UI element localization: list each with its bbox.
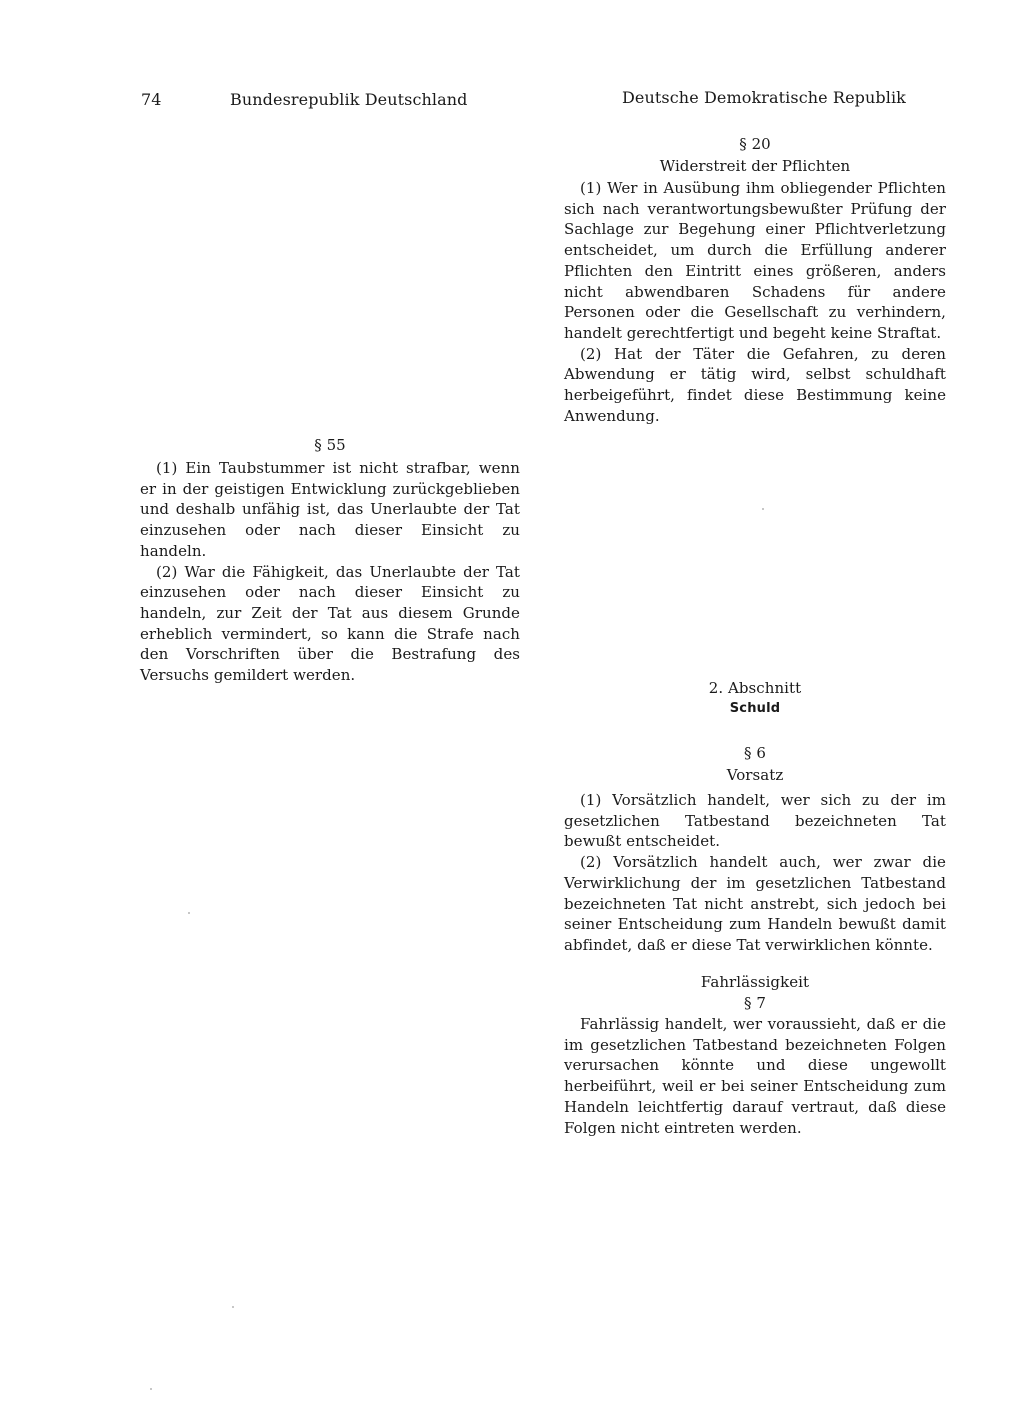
section-7-symbol: § 7: [744, 994, 766, 1012]
section-20: [564, 133, 946, 426]
scan-speck: [762, 508, 764, 510]
section-7-heading: Fahrlässigkeit: [700, 973, 810, 991]
section-20-paragraph-2: (2) Hat der Täter die Gefahren, zu deren Abwendung er tätig wird, selbst schuldhaft herbeigeführt, findet diese Bestimmung keine Anwendung.: [564, 344, 946, 425]
scan-speck: [232, 1306, 234, 1308]
section-55-symbol: § 55: [314, 436, 346, 454]
section-6: [564, 742, 946, 956]
header-right-title: Deutsche Demokratische Republik: [622, 88, 906, 107]
section-7: [564, 972, 946, 1138]
section-20-heading: Widerstreit der Pflichten: [659, 157, 851, 175]
section-6-heading: Vorsatz: [726, 766, 784, 784]
section-20-symbol: § 20: [739, 135, 771, 153]
section-6-paragraph-2: (2) Vorsätzlich handelt auch, wer zwar die Verwirklichung der im gesetzlichen Tatbestand bezeichneten Tat nicht anstrebt, sich jedoch bei seiner Entscheidung zum Handeln bewußt damit abfindet, daß er diese Tat verwirklichen könnte.: [564, 853, 946, 954]
section-55-paragraph-1: (1) Ein Taubstummer ist nicht strafbar, wenn er in der geistigen Entwicklung zurückgeblieben und deshalb unfähig ist, das Unerlaubte der Tat einzusehen oder nach dieser Einsicht zu handeln.: [140, 459, 520, 560]
section-55-paragraph-2: (2) War die Fähigkeit, das Unerlaubte der Tat einzusehen oder nach dieser Einsicht zu handeln, zur Zeit der Tat aus diesem Grunde erheblich vermindert, so kann die Strafe nach den Vorschriften über die Bestrafung des Versuchs gemildert werden.: [140, 562, 520, 685]
page-number: 74: [141, 90, 162, 109]
chapter-title: 2. Abschnitt: [708, 679, 802, 697]
section-7-paragraph-1: Fahrlässig handelt, wer voraussieht, daß er die im gesetzlichen Tatbestand bezeichneten Folgen verursachen könnte und diese ungewollt herbeiführt, weil er bei seiner Entscheidung zum Handeln leichtfertig darauf vertraut, daß diese Folgen nicht eintreten werden.: [564, 1015, 946, 1137]
scan-speck: [150, 1388, 152, 1390]
section-55: [140, 434, 520, 686]
section-6-symbol: § 6: [744, 744, 766, 762]
section-6-paragraph-1: (1) Vorsätzlich handelt, wer sich zu der im gesetzlichen Tatbestand bezeichneten Tat bewußt entscheidet.: [564, 791, 946, 851]
header-left-title: Bundesrepublik Deutschland: [230, 90, 468, 109]
chapter-subtitle: Schuld: [729, 701, 781, 716]
chapter-heading: [564, 677, 946, 719]
scan-speck: [188, 912, 190, 914]
section-20-paragraph-1: (1) Wer in Ausübung ihm obliegender Pflichten sich nach verantwortungsbewußter Prüfung der Sachlage zur Begehung einer Pflichtverletzung entscheidet, um durch die Erfüllung anderer Pflichten den Eintritt eines größeren, anders nicht abwendbaren Schadens für andere Personen oder die Gesellschaft zu verhindern, handelt gerechtfertigt und begeht keine Straftat.: [564, 179, 946, 342]
